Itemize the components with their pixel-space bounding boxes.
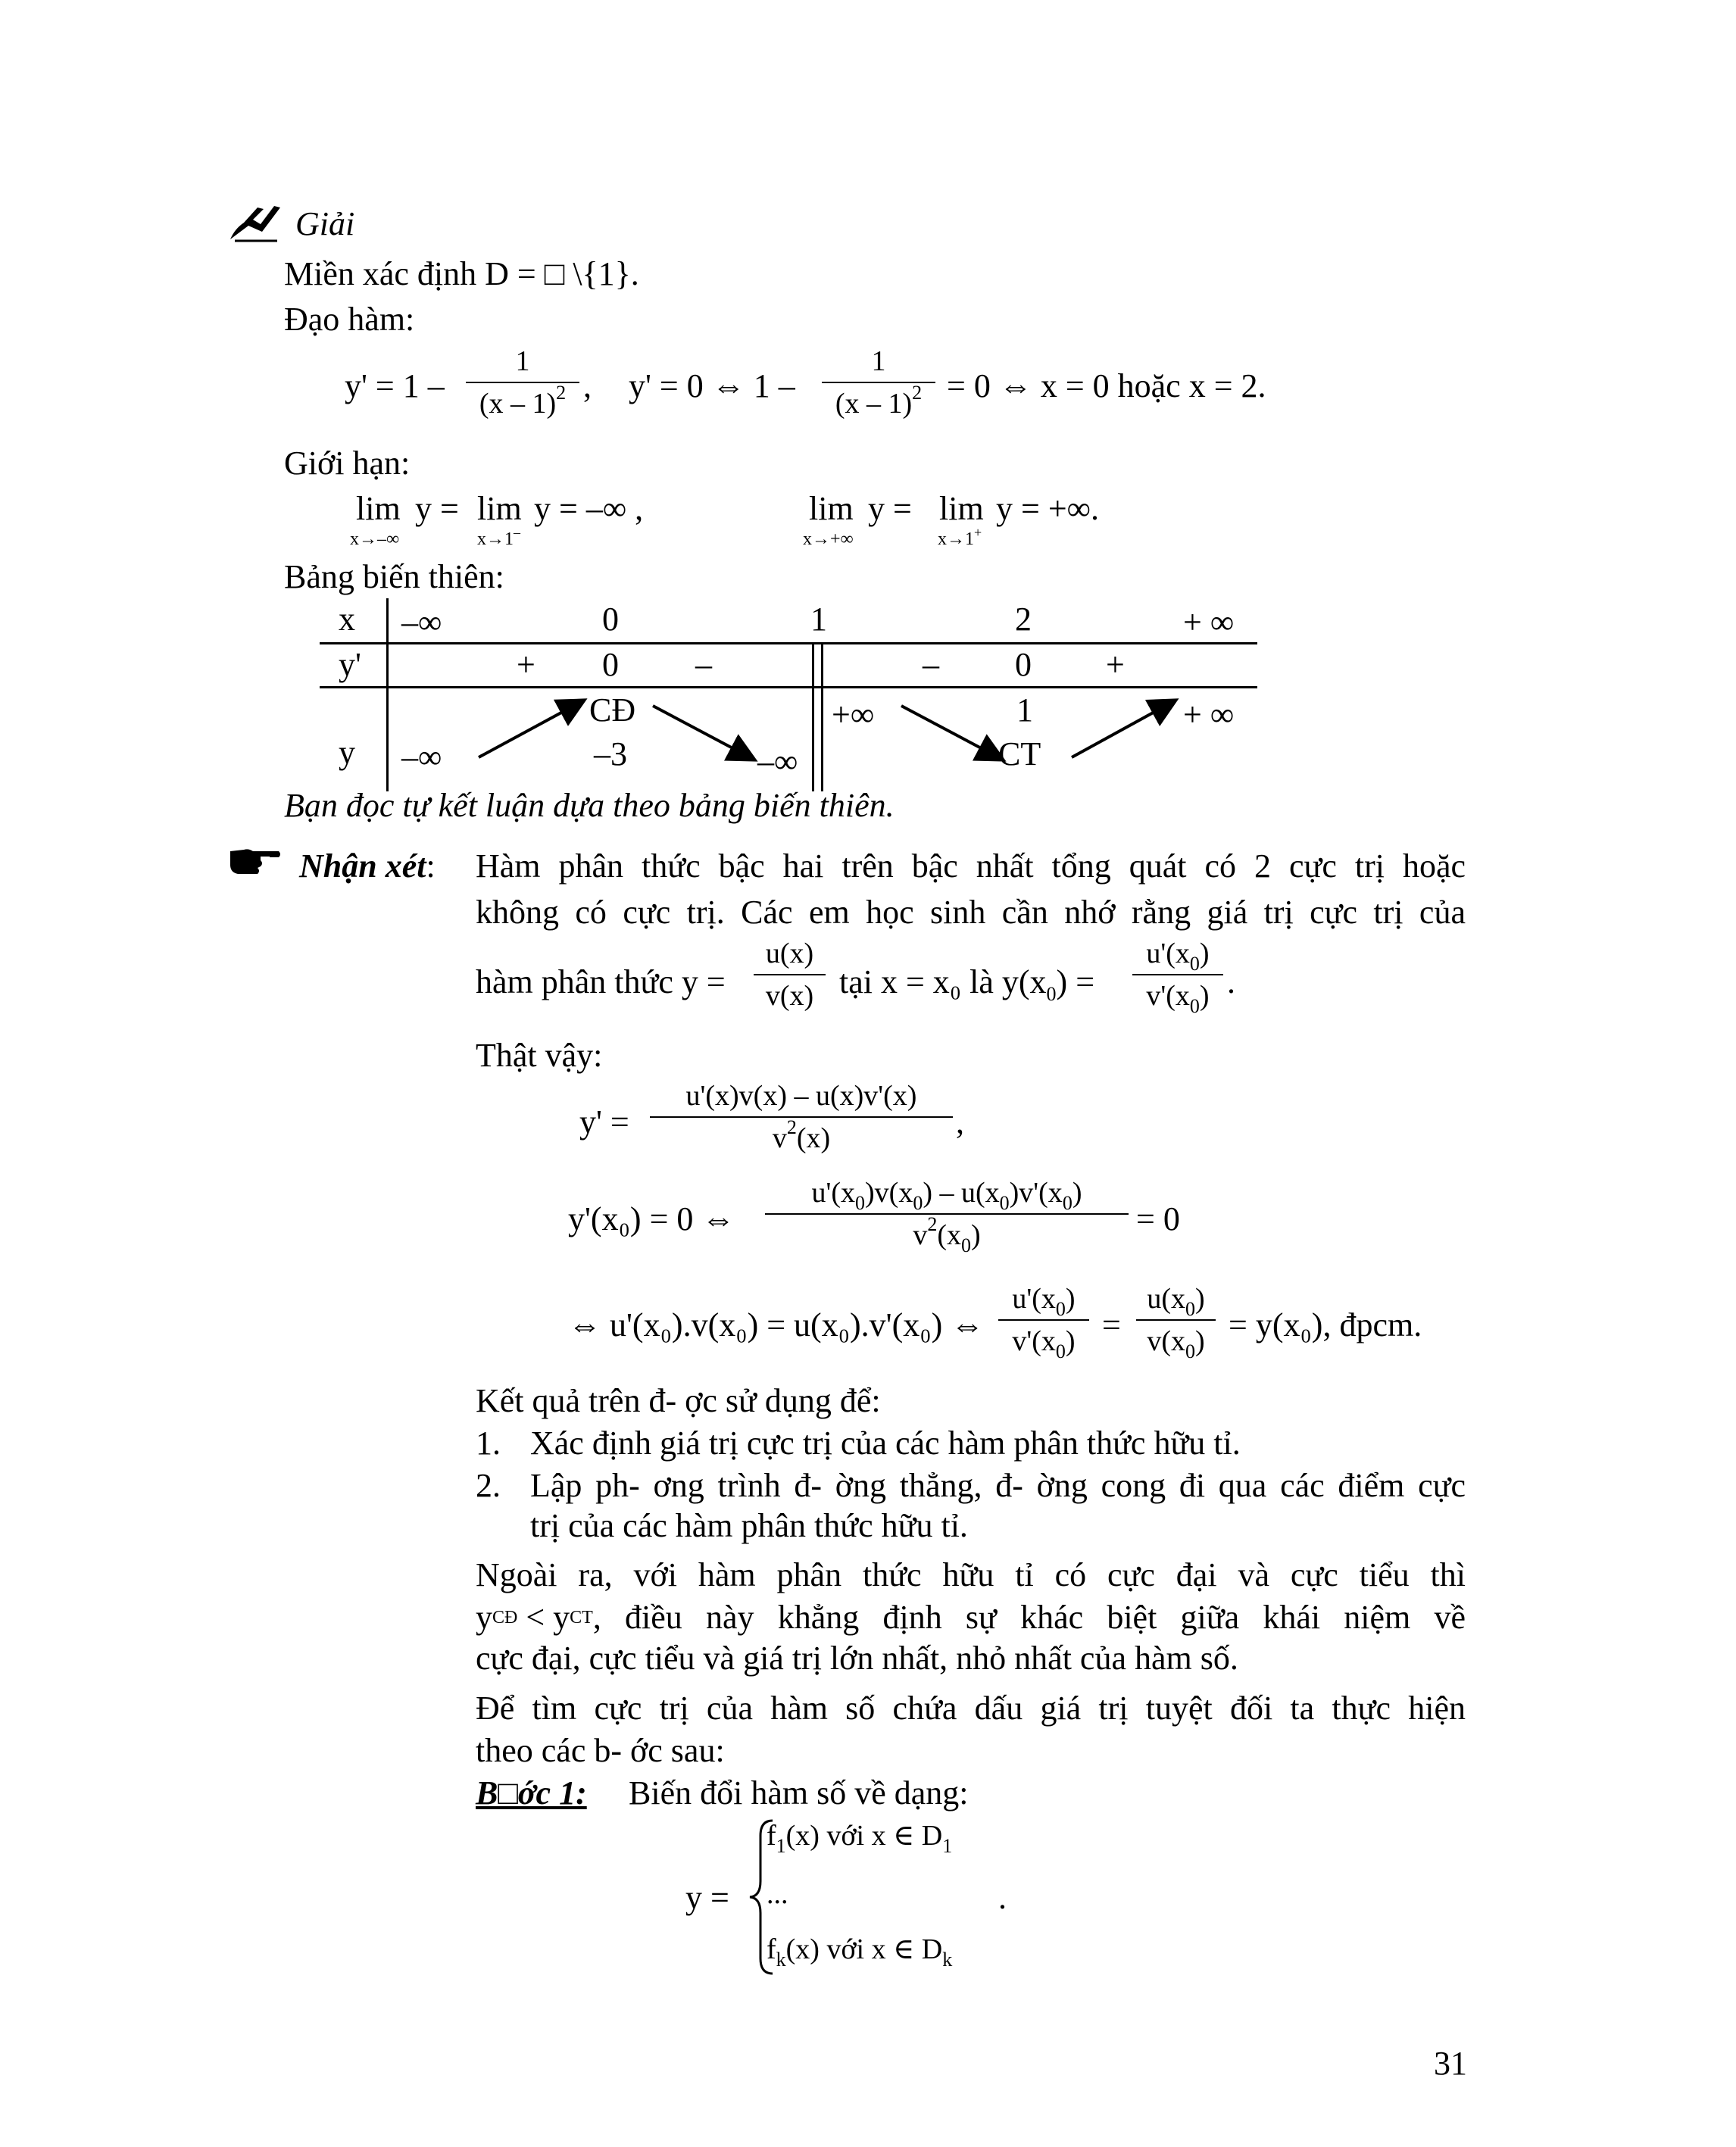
table-label: Bảng biến thiên: (284, 558, 504, 595)
fraction-denominator: v(x) (765, 980, 814, 1012)
increase-arrow (479, 703, 579, 757)
remark-line-2: không có cực trị. Các em học sinh cần nhớ rằng giá trị cực trị của (476, 894, 1466, 931)
y-value-ct: CT (998, 735, 1041, 772)
fraction-numerator: u'(x (1146, 938, 1190, 969)
lim-2-sub: x→1 (477, 529, 514, 549)
subscript-zero: 0 (1055, 1298, 1066, 1320)
exponent: 2 (556, 382, 567, 404)
lim-1-sub: x→–∞ (350, 529, 400, 549)
subscript-zero: 0 (855, 1192, 866, 1214)
subscript-zero: 0 (1046, 983, 1057, 1005)
list-num: 1. (476, 1425, 501, 1462)
comma: , (583, 367, 592, 404)
subscript-zero: 0 (961, 1234, 971, 1256)
yp-value: – (923, 646, 939, 683)
lim-text-1: y = (415, 490, 459, 527)
subscript: k (942, 1949, 953, 1971)
yp-value: – (695, 646, 712, 683)
proof-label: Thật vậy: (476, 1037, 603, 1074)
x-value: + ∞ (1183, 604, 1235, 641)
domain-text: Miền xác định D = □ \{1}. (284, 255, 639, 292)
step-text: Biến đổi hàm số về dạng: (629, 1774, 969, 1812)
x-value: 2 (1015, 601, 1032, 638)
row-x-label: x (339, 601, 355, 638)
subscript-zero: 0 (1189, 995, 1200, 1017)
proof-fraction-1 (650, 1081, 953, 1153)
piece-y-eq: y = (685, 1879, 729, 1916)
plus-superscript: + (974, 525, 982, 540)
decrease-arrow (901, 706, 998, 757)
numerator-part: )v'(x (1009, 1177, 1063, 1209)
yp-x0-eq: y'(x₀) = 0 ⇔ (568, 1200, 735, 1237)
lt-y: < y (517, 1599, 570, 1636)
decrease-arrow (653, 706, 750, 757)
row-y-label: y (339, 734, 355, 771)
para2-line-2: theo các b- ớc sau: (476, 1732, 725, 1769)
proof-fraction-2 (765, 1177, 1129, 1256)
eq-zero: = 0 (1136, 1200, 1180, 1237)
fraction-numerator: u'(x (1012, 1283, 1056, 1315)
yct-subscript: CT (570, 1608, 593, 1627)
fraction-denominator: (x – 1) (835, 388, 913, 420)
subscript-zero: 0 (1185, 1298, 1195, 1320)
exponent: 2 (912, 382, 923, 404)
y-value: 1 (1016, 691, 1033, 729)
para1-line-2 (476, 1601, 1466, 1634)
equiv-line: ⇔ u'(x₀).v(x₀) = u(x₀).v'(x₀) ⇔ (568, 1306, 985, 1343)
row-yp-label: y' (339, 646, 361, 683)
f-letter: f (767, 1933, 776, 1965)
fraction-denominator: v'(x (1012, 1325, 1056, 1357)
rparen: ) (1195, 1283, 1205, 1315)
derivative-label: Đạo hàm: (284, 301, 415, 338)
f-letter: f (767, 1820, 776, 1852)
yp-value: 0 (602, 646, 619, 683)
variation-arrows (0, 0, 1736, 833)
reader-conclusion: Bạn đọc tự kết luận dựa theo bảng biến thiên. (284, 787, 895, 824)
numerator-part: ) – u(x (923, 1177, 1000, 1209)
minus-superscript: – (514, 525, 520, 540)
fraction-numerator: 1 (515, 345, 530, 377)
fraction-denominator: v(x (1147, 1325, 1185, 1357)
remark-line-3c: ) = (1056, 963, 1095, 1000)
ycd-subscript: CĐ (492, 1608, 518, 1627)
yp-value: + (1106, 646, 1125, 683)
step-label: B□ớc 1: (476, 1774, 587, 1812)
page-number: 31 (1434, 2045, 1467, 2082)
remark-line-3a: hàm phân thức y = (476, 963, 726, 1000)
exponent: 2 (786, 1116, 797, 1138)
lim-1: lim (356, 490, 401, 527)
pointing-hand-icon (227, 845, 282, 875)
subscript: 1 (942, 1835, 953, 1857)
up-over-vp-2 (998, 1283, 1089, 1362)
fraction-denominator: v'(x (1146, 980, 1190, 1012)
rparen: ) (1065, 1325, 1076, 1357)
solution-heading: Giải (295, 205, 355, 242)
subscript-zero: 0 (913, 1192, 923, 1214)
rparen: ) (971, 1219, 981, 1251)
fraction-numerator: u(x (1147, 1283, 1185, 1315)
subscript-zero: 0 (1055, 1340, 1066, 1362)
list-item: Xác định giá trị cực trị của các hàm phân thức hữu tỉ. (530, 1425, 1241, 1462)
yp-value: 0 (1015, 646, 1032, 683)
period: . (1227, 963, 1235, 1000)
subscript-zero: 0 (999, 1192, 1010, 1214)
piece-dots: ... (767, 1878, 788, 1910)
x-value: 0 (602, 601, 619, 638)
fraction-numerator: u'(x)v(x) – u(x)v'(x) (685, 1080, 917, 1112)
subscript: 1 (776, 1835, 786, 1857)
yp-value: + (517, 646, 535, 683)
remark-line-1: Hàm phân thức bậc hai trên bậc nhất tổng quát có 2 cực trị hoặc (476, 847, 1466, 885)
y-value: –∞ (401, 738, 442, 775)
result-label: Kết quả trên đ- ợc sử dụng để: (476, 1382, 881, 1419)
denominator-part: v (913, 1219, 928, 1251)
subscript-zero: 0 (1185, 1340, 1195, 1362)
lim-text-2: y = –∞ , (534, 490, 644, 527)
increase-arrow (1072, 703, 1171, 757)
fraction-denominator: (x – 1) (479, 388, 557, 420)
fraction-denominator-rest: (x) (796, 1122, 831, 1154)
lim-text-3: y = (868, 490, 912, 527)
denominator-part: (x (937, 1219, 961, 1251)
rparen: ) (1199, 938, 1210, 969)
numerator-part: )v(x (865, 1177, 913, 1209)
exponent: 2 (927, 1213, 938, 1235)
lim-3-sub: x→+∞ (803, 529, 854, 549)
lim-text-4: y = +∞. (996, 490, 1099, 527)
x-value: –∞ (401, 604, 442, 641)
para2-line-1: Để tìm cực trị của hàm số chứa dấu giá trị tuyệt đối ta thực hiện (476, 1690, 1466, 1727)
lim-2: lim (477, 490, 522, 527)
x-value: 1 (810, 601, 827, 638)
up-over-vp (1132, 938, 1223, 1017)
numerator-part: u'(x (811, 1177, 856, 1209)
subscript-zero: 0 (1189, 953, 1200, 975)
deriv-yp-lhs: y' = 1 – (345, 367, 445, 404)
list-item-cont: trị của các hàm phân thức hữu tỉ. (530, 1507, 968, 1544)
eq-end: = y(x₀), đpcm. (1229, 1306, 1422, 1343)
lim-4: lim (939, 490, 984, 527)
fraction-numerator: 1 (871, 345, 886, 377)
remark-label: Nhận xét (299, 847, 426, 885)
lim-3: lim (809, 490, 854, 527)
y-value: +∞ (832, 696, 875, 733)
equals: = (1102, 1306, 1121, 1343)
subscript: k (776, 1949, 786, 1971)
y-value: –3 (594, 735, 627, 772)
rparen: ) (1072, 1177, 1082, 1209)
deriv-eq-lhs: y' = 0 ⇔ 1 – (629, 367, 795, 404)
subscript-zero: 0 (1062, 1192, 1073, 1214)
list-num: 2. (476, 1467, 501, 1504)
y-value-cd: CĐ (589, 691, 636, 729)
rparen: ) (1065, 1283, 1076, 1315)
piece-period: . (998, 1879, 1007, 1916)
para1-line-3: cực đại, cực tiểu và giá trị lớn nhất, nhỏ nhất của hàm số. (476, 1640, 1238, 1677)
yp-eq: y' = (579, 1103, 629, 1141)
ux-over-vx (754, 939, 826, 1010)
y-letter: y (476, 1599, 492, 1636)
piece-1-text: (x) với x ∈ D (785, 1820, 943, 1852)
piece-k-text: (x) với x ∈ D (785, 1933, 943, 1965)
remark-colon: : (426, 847, 436, 885)
fraction-denominator: v (772, 1122, 787, 1154)
y-value: + ∞ (1183, 696, 1235, 733)
list-item: Lập ph- ơng trình đ- ờng thẳng, đ- ờng cong đi qua các điểm cực (530, 1467, 1466, 1504)
para1-line-2-rest: , điều này khẳng định sự khác biệt giữa khái niệm về (592, 1599, 1466, 1636)
comma: , (956, 1103, 964, 1141)
rparen: ) (1195, 1325, 1205, 1357)
limit-label: Giới hạn: (284, 445, 411, 482)
y-value: –∞ (757, 743, 798, 780)
para1-line-1: Ngoài ra, với hàm phân thức hữu tỉ có cực đại và cực tiểu thì (476, 1556, 1466, 1593)
deriv-eq-rhs: = 0 ⇔ x = 0 hoặc x = 2. (947, 367, 1266, 404)
rparen: ) (1199, 980, 1210, 1012)
lim-4-sub: x→1 (938, 529, 974, 549)
u-over-v (1136, 1283, 1216, 1362)
remark-line-3b: tại x = x₀ là y(x (839, 963, 1047, 1000)
fraction-numerator: u(x) (765, 938, 814, 969)
